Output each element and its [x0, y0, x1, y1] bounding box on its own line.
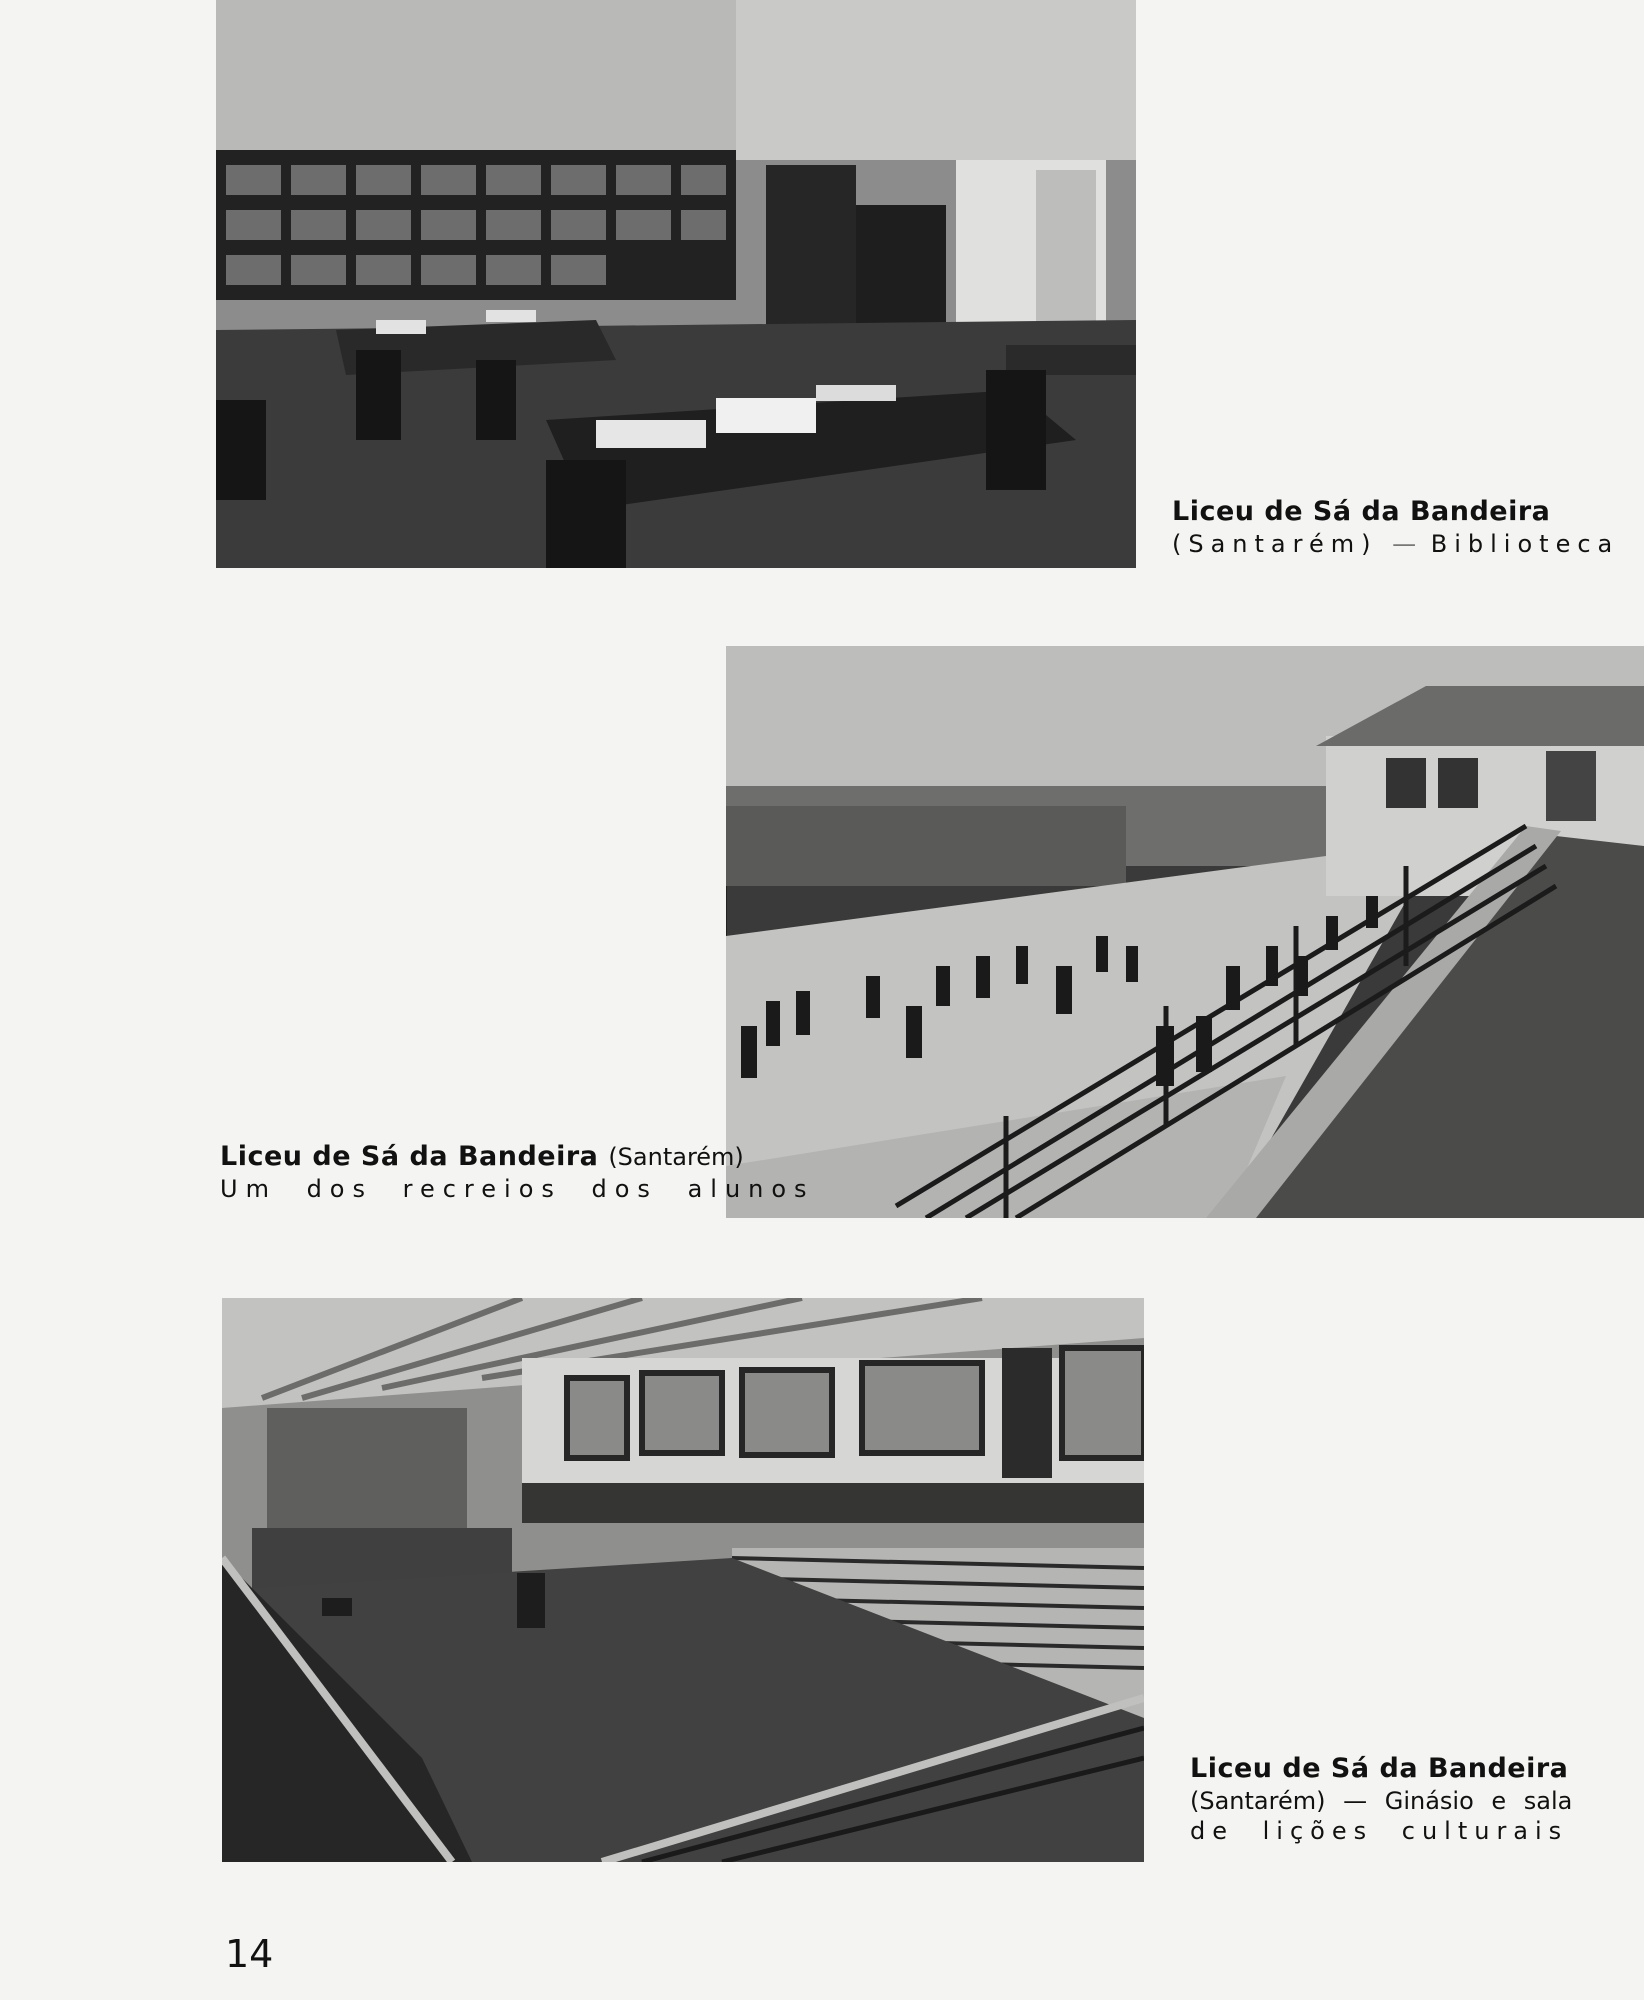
library-caption-subject: Biblioteca: [1430, 529, 1620, 558]
playground-photo: [726, 646, 1644, 1218]
playground-caption-title: Liceu de Sá da Bandeira: [220, 1141, 599, 1172]
gym-caption-line2: (Santarém) — Ginásio e sala: [1190, 1786, 1573, 1815]
page-number: 14: [225, 1932, 274, 1976]
gym-caption-line3: de lições culturais: [1190, 1816, 1569, 1845]
library-caption-subtitle: [1172, 529, 1619, 559]
library-caption-dash: —: [1392, 529, 1417, 558]
gym-photo: [222, 1298, 1144, 1862]
playground-caption-title-line: [220, 1140, 815, 1174]
gym-caption: [1190, 1752, 1572, 1846]
gym-caption-title: Liceu de Sá da Bandeira: [1190, 1753, 1569, 1784]
library-caption-title: Liceu de Sá da Bandeira: [1172, 496, 1551, 527]
playground-caption: [220, 1140, 815, 1204]
library-caption: [1172, 495, 1619, 559]
library-caption-place: (Santarém): [1172, 529, 1378, 558]
playground-caption-place: (Santarém): [608, 1143, 744, 1171]
playground-caption-subtitle: Um dos recreios dos alunos: [220, 1174, 815, 1203]
library-photo: [216, 0, 1136, 568]
